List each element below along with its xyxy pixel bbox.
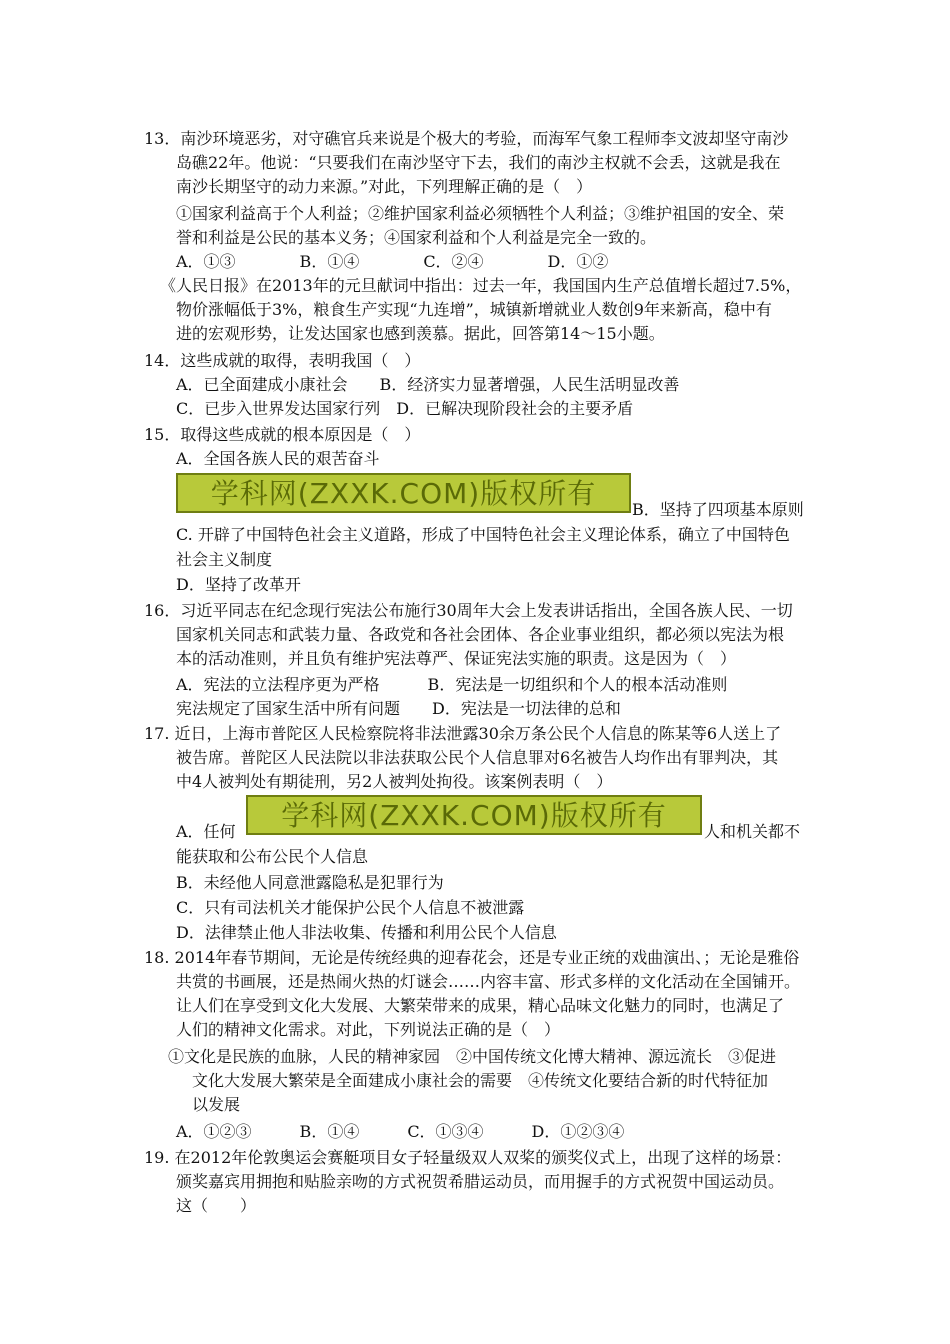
q18-stem: 让人们在享受到文化大发展、大繁荣带来的成果，精心品味文化魅力的同时，也满足了	[176, 996, 785, 1015]
q19-stem: 颁奖嘉宾用拥抱和贴脸亲吻的方式祝贺希腊运动员，而用握手的方式祝贺中国运动员。	[176, 1172, 785, 1191]
q15-option-c: C. 开辟了中国特色社会主义道路，形成了中国特色社会主义理论体系，确立了中国特色	[176, 525, 790, 544]
q15-option-c: 社会主义制度	[176, 550, 273, 569]
q16-options: A．宪法的立法程序更为严格 B．宪法是一切组织和个人的根本活动准则	[176, 675, 728, 694]
q19-stem: 19. 在2012年伦敦奥运会赛艇项目女子轻量级双人双桨的颁奖仪式上，出现了这样的场景：	[144, 1148, 792, 1167]
q17-stem: 中4人被判处有期徒刑，另2人被判处拘役。该案例表明（ ）	[176, 772, 613, 791]
q18-statements: ①文化是民族的血脉，人民的精神家园 ②中国传统文化博大精神、源远流长 ③促进	[168, 1047, 777, 1066]
material-text: 物价涨幅低于3%，粮食生产实现“九连增”，城镇新增就业人数创9年来新高，稳中有	[176, 300, 772, 319]
q13-statements: 誉和利益是公民的基本义务；④国家利益和个人利益是完全一致的。	[176, 228, 657, 247]
q16-stem: 16．习近平同志在纪念现行宪法公布施行30周年大会上发表讲话指出，全国各族人民、一切	[144, 601, 793, 620]
q18-options: A．①②③ B．①④ C．①③④ D．①②③④	[176, 1122, 625, 1141]
watermark-banner: 学科网(ZXXK.COM)版权所有	[246, 795, 702, 835]
q17-stem: 17. 近日，上海市普陀区人民检察院将非法泄露30余万条公民个人信息的陈某等6人送上了	[144, 724, 782, 743]
q18-stem: 人们的精神文化需求。对此，下列说法正确的是（ ）	[176, 1020, 561, 1039]
q19-stem: 这（ ）	[176, 1196, 257, 1215]
q16-stem: 本的活动准则，并且负有维护宪法尊严、保证宪法实施的职责。这是因为（ ）	[176, 649, 737, 668]
q17-option-a: A．任何	[176, 822, 236, 841]
q17-option-d: D．法律禁止他人非法收集、传播和利用公民个人信息	[176, 923, 557, 942]
q13-line: 岛礁22年。他说：“只要我们在南沙坚守下去，我们的南沙主权就不会丢，这就是我在	[176, 153, 781, 172]
q13-line: 13．南沙环境恶劣，对守礁官兵来说是个极大的考验，而海军气象工程师李文波却坚守南沙	[144, 129, 789, 148]
material-text: 进的宏观形势，让发达国家也感到羡慕。据此，回答第14～15小题。	[176, 324, 665, 343]
q13-options: A．①③ B．①④ C．②④ D．①②	[176, 252, 609, 271]
material-text: 《人民日报》在2013年的元旦献词中指出：过去一年，我国国内生产总值增长超过7.5%，	[160, 276, 802, 295]
q13-statements: ①国家利益高于个人利益；②维护国家利益必须牺牲个人利益；③维护祖国的安全、荣	[176, 204, 785, 223]
q18-statements: 以发展	[192, 1095, 241, 1114]
q14-options: A．已全面建成小康社会 B．经济实力显著增强，人民生活明显改善	[176, 375, 680, 394]
q17-stem: 被告席。普陀区人民法院以非法获取公民个人信息罪对6名被告人均作出有罪判决，其	[176, 748, 779, 767]
q18-statements: 文化大发展大繁荣是全面建成小康社会的需要 ④传统文化要结合新的时代特征加	[192, 1071, 769, 1090]
q14-options: C．已步入世界发达国家行列 D．已解决现阶段社会的主要矛盾	[176, 399, 634, 418]
q15-option-a: A．全国各族人民的艰苦奋斗	[176, 449, 380, 468]
q15-option-b: B．坚持了四项基本原则	[632, 500, 804, 519]
watermark-banner: 学科网(ZXXK.COM)版权所有	[176, 473, 631, 513]
q15-option-d: D．坚持了改革开	[176, 575, 301, 594]
q14-stem: 14．这些成就的取得，表明我国（ ）	[144, 351, 421, 370]
q17-option-a: 人和机关都不	[704, 822, 801, 841]
q17-option-b: B．未经他人同意泄露隐私是犯罪行为	[176, 873, 444, 892]
q17-option-a: 能获取和公布公民个人信息	[176, 847, 369, 866]
q15-stem: 15．取得这些成就的根本原因是（ ）	[144, 425, 421, 444]
q18-stem: 共赏的书画展，还是热闹火热的灯谜会……内容丰富、形式多样的文化活动在全国铺开。	[176, 972, 801, 991]
q16-options: 宪法规定了国家生活中所有问题 D．宪法是一切法律的总和	[176, 699, 621, 718]
q18-stem: 18. 2014年春节期间，无论是传统经典的迎春花会，还是专业正统的戏曲演出、；无论是雅俗	[144, 948, 800, 967]
q17-option-c: C．只有司法机关才能保护公民个人信息不被泄露	[176, 898, 525, 917]
q13-line: 南沙长期坚守的动力来源。”对此，下列理解正确的是（ ）	[176, 177, 593, 196]
q16-stem: 国家机关同志和武装力量、各政党和各社会团体、各企业事业组织，都必须以宪法为根	[176, 625, 785, 644]
